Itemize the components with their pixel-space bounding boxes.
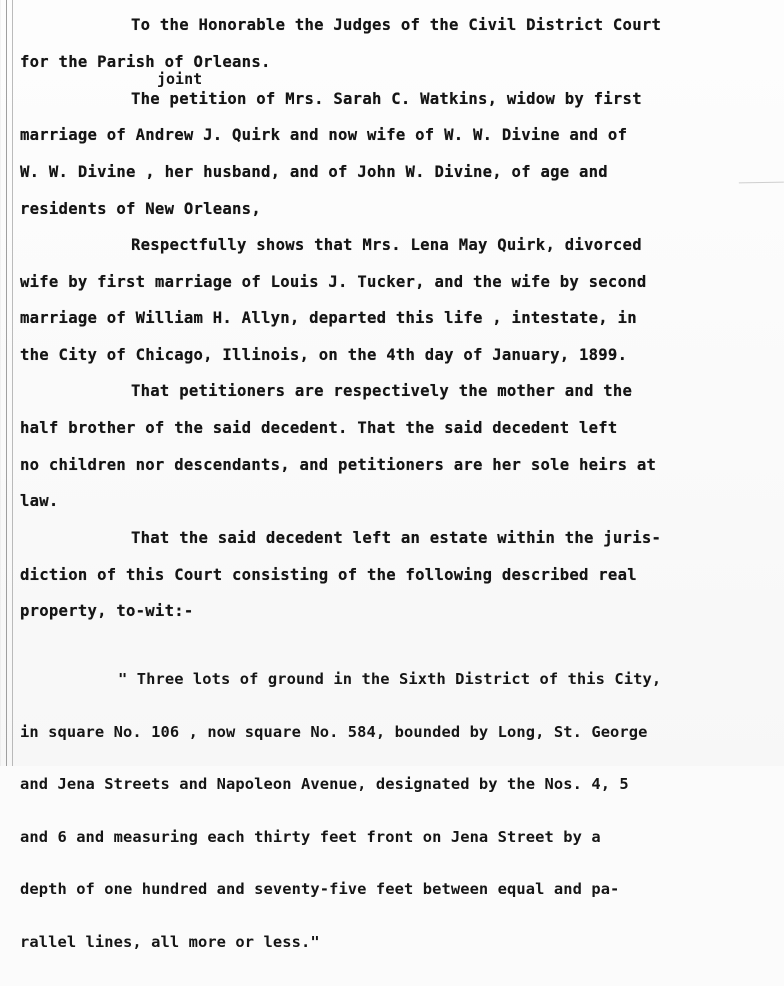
shows-line-1: Respectfully shows that Mrs. Lena May Quirk, divorced [131,236,642,254]
address-line-court: To the Honorable the Judges of the Civil District Court [131,16,662,34]
left-margin-rule [6,0,13,766]
petition-line-3: W. W. Divine , her husband, and of John W. Divine, of age and [20,163,608,181]
quote-line-3: and Jena Streets and Napoleon Avenue, designated by the Nos. 4, 5 [20,775,629,793]
petitioners-line-4: law. [20,492,59,510]
quote-line-5: depth of one hundred and seventy-five feet between equal and pa- [20,880,620,898]
quote-line-1: " Three lots of ground in the Sixth District of this City, [118,670,662,688]
petitioners-line-3: no children nor descendants, and petitioners are her sole heirs at [20,456,657,474]
estate-line-1: That the said decedent left an estate within the juris- [131,529,662,547]
paper-fold-mark [739,182,784,204]
shows-line-4: the City of Chicago, Illinois, on the 4th day of January, 1899. [20,346,628,364]
petition-line-1: The petition of Mrs. Sarah C. Watkins, widow by first [131,90,642,108]
estate-line-3: property, to-wit:- [20,602,194,620]
shows-line-2: wife by first marriage of Louis J. Tucker, and the wife by second [20,273,647,291]
estate-line-2: diction of this Court consisting of the following described real [20,566,637,584]
shows-line-3: marriage of William H. Allyn, departed this life , intestate, in [20,309,637,327]
interlinear-insertion-joint: joint [157,70,203,88]
quote-line-2: in square No. 106 , now square No. 584, bounded by Long, St. George [20,722,648,741]
petition-line-4: residents of New Orleans, [20,200,261,218]
quote-line-4: and 6 and measuring each thirty feet front on Jena Street by a [20,827,601,846]
petitioners-line-1: That petitioners are respectively the mother and the [131,382,633,400]
petitioners-line-2: half brother of the said decedent. That the said decedent left [20,419,618,437]
property-description-quote [20,636,661,986]
quote-line-6: rallel lines, all more or less." [20,932,320,951]
address-line-parish: for the Parish of Orleans. [20,53,271,71]
petition-line-2: marriage of Andrew J. Quirk and now wife of W. W. Divine and of [20,126,628,144]
